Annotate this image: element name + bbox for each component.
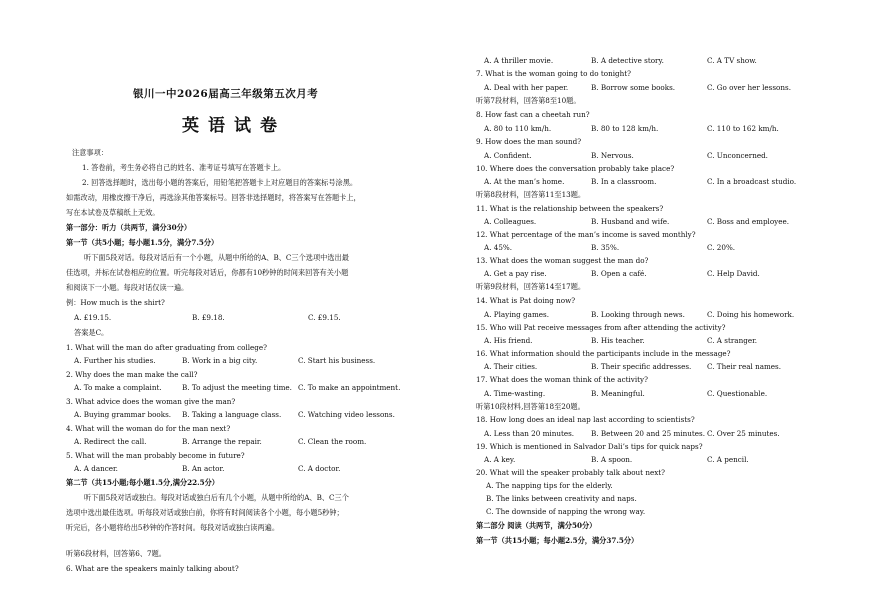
q3-option-b: B. Taking a language class. <box>182 410 282 419</box>
q9-option-b: B. Nervous. <box>591 151 634 160</box>
question-4: 4. What will the woman do for the man next? <box>66 424 231 433</box>
question-16: 16. What information should the participants include in the message? <box>476 349 731 358</box>
notice-2-cont: 如需改动，用橡皮擦干净后，再选涂其他答案标号。回答非选择题时，将答案写在答题卡上， <box>66 193 361 202</box>
material-9-heading: 听第9段材料，回答第14至17题。 <box>476 282 586 291</box>
q12-option-a: A. 45%. <box>484 243 513 252</box>
q15-option-c: C. A stranger. <box>707 336 757 345</box>
q3-option-c: C. Watching video lessons. <box>298 410 395 419</box>
question-9: 9. How does the man sound? <box>476 137 582 146</box>
question-14: 14. What is Pat doing now? <box>476 296 576 305</box>
question-1: 1. What will the man do after graduating from college? <box>66 343 268 352</box>
question-8: 8. How fast can a cheetah run? <box>476 110 590 119</box>
q11-option-a: A. Colleagues. <box>484 217 537 226</box>
q18-option-c: C. Over 25 minutes. <box>707 429 780 438</box>
q7-option-b: B. Borrow some books. <box>591 83 676 92</box>
section1-instructions-end: 和阅读下一小题。每段对话仅读一遍。 <box>66 283 189 292</box>
q16-option-b: B. Their specific addresses. <box>591 362 692 371</box>
question-19: 19. Which is mentioned in Salvador Dali’s tips for quick naps? <box>476 442 703 451</box>
subject-title: 英语试卷 <box>182 116 286 136</box>
section1-instructions: 听下面5段对话。每段对话后有一个小题，从题中所给的A、B、C三个选项中选出最 <box>84 253 349 262</box>
q5-option-a: A. A dancer. <box>74 464 118 473</box>
q20-option-c: C. The downside of napping the wrong way. <box>486 507 646 516</box>
example-option-a: A. £19.15. <box>74 313 112 322</box>
question-5: 5. What will the man probably become in future? <box>66 451 245 460</box>
q17-option-a: A. Time-wasting. <box>484 389 546 398</box>
q19-option-c: C. A pencil. <box>707 455 749 464</box>
q18-option-a: A. Less than 20 minutes. <box>484 429 575 438</box>
q9-option-c: C. Unconcerned. <box>707 151 768 160</box>
q14-option-a: A. Playing games. <box>484 310 549 319</box>
q12-option-c: C. 20%. <box>707 243 736 252</box>
notice-2: 2. 回答选择题时，选出每小题的答案后，用铅笔把答题卡上对应题目的答案标号涂黑。 <box>82 178 358 187</box>
material-8-heading: 听第8段材料，回答第11至13题。 <box>476 190 586 199</box>
q17-option-b: B. Meaningful. <box>591 389 645 398</box>
question-11: 11. What is the relationship between the speakers? <box>476 204 664 213</box>
question-15: 15. Who will Pat receive messages from after attending the activity? <box>476 323 726 332</box>
q8-option-c: C. 110 to 162 km/h. <box>707 124 779 133</box>
section2-instructions-cont: 选项中选出最佳选项。听每段对话或独白前，你将有时间阅读各个小题，每小题5秒钟； <box>66 508 344 517</box>
part1-heading: 第一部分：听力（共两节，满分30分） <box>66 223 192 232</box>
q1-option-b: B. Work in a big city. <box>182 356 258 365</box>
q5-option-b: B. An actor. <box>182 464 225 473</box>
example-answer: 答案是C。 <box>74 328 109 337</box>
example-question: 例：How much is the shirt? <box>66 298 165 307</box>
question-2: 2. Why does the man make the call? <box>66 370 198 379</box>
question-3: 3. What advice does the woman give the man? <box>66 397 236 406</box>
material-6-heading: 听第6段材料，回答第6、7题。 <box>66 549 166 558</box>
section2-instructions: 听下面5段对话或独白。每段对话或独白后有几个小题，从题中所给的A、B、C三个 <box>84 493 349 502</box>
q15-option-b: B. His teacher. <box>591 336 645 345</box>
section2-heading: 第二节（共15小题;每小题1.5分,满分22.5分） <box>66 478 219 487</box>
section1-instructions-cont: 佳选项，并标在试卷相应的位置。听完每段对话后，你都有10秒钟的时间来回答有关小题 <box>66 268 349 277</box>
q19-option-a: A. A key. <box>484 455 516 464</box>
q14-option-c: C. Doing his homework. <box>707 310 795 319</box>
q10-option-c: C. In a broadcast studio. <box>707 177 797 186</box>
question-13: 13. What does the woman suggest the man do? <box>476 256 649 265</box>
q12-option-b: B. 35%. <box>591 243 620 252</box>
part2-section1-heading: 第一节（共15小题；每小题2.5分，满分37.5分） <box>476 536 639 545</box>
section1-heading: 第一节（共5小题；每小题1.5分，满分7.5分） <box>66 238 219 247</box>
question-7: 7. What is the woman going to do tonight? <box>476 69 632 78</box>
q6-option-c: C. A TV show. <box>707 56 757 65</box>
question-20: 20. What will the speaker probably talk about next? <box>476 468 666 477</box>
q11-option-c: C. Boss and employee. <box>707 217 790 226</box>
q4-option-b: B. Arrange the repair. <box>182 437 262 446</box>
q2-option-b: B. To adjust the meeting time. <box>182 383 292 392</box>
material-10-heading: 听第10段材料,回答第18至20题。 <box>476 402 585 411</box>
example-option-b: B. £9.18. <box>192 313 225 322</box>
q11-option-b: B. Husband and wife. <box>591 217 670 226</box>
example-option-c: C. £9.15. <box>308 313 341 322</box>
q8-option-a: A. 80 to 110 km/h. <box>484 124 552 133</box>
q6-option-a: A. A thriller movie. <box>484 56 554 65</box>
part2-heading: 第二部分 阅读（共两节，满分50分） <box>476 521 597 530</box>
q20-option-a: A. The napping tips for the elderly. <box>486 481 613 490</box>
section2-instructions-end: 听完后，各小题将给出5秒钟的作答时间。每段对话或独白读两遍。 <box>66 523 280 532</box>
q20-option-b: B. The links between creativity and naps. <box>486 494 637 503</box>
question-17: 17. What does the woman think of the activity? <box>476 375 648 384</box>
q10-option-b: B. In a classroom. <box>591 177 657 186</box>
q7-option-a: A. Deal with her paper. <box>484 83 569 92</box>
question-6: 6. What are the speakers mainly talking about? <box>66 564 239 573</box>
q5-option-c: C. A doctor. <box>298 464 341 473</box>
q16-option-a: A. Their cities. <box>484 362 538 371</box>
q7-option-c: C. Go over her lessons. <box>707 83 791 92</box>
question-12: 12. What percentage of the man’s income is saved monthly? <box>476 230 696 239</box>
q10-option-a: A. At the man’s home. <box>484 177 565 186</box>
q13-option-b: B. Open a café. <box>591 269 647 278</box>
q4-option-c: C. Clean the room. <box>298 437 367 446</box>
q2-option-a: A. To make a complaint. <box>74 383 162 392</box>
material-7-heading: 听第7段材料，回答第8至10题。 <box>476 96 581 105</box>
q3-option-a: A. Buying grammar books. <box>74 410 172 419</box>
q9-option-a: A. Confident. <box>484 151 532 160</box>
q18-option-b: B. Between 20 and 25 minutes. <box>591 429 705 438</box>
q13-option-a: A. Get a pay rise. <box>484 269 547 278</box>
q6-option-b: B. A detective story. <box>591 56 664 65</box>
notice-heading: 注意事项： <box>72 148 108 157</box>
q2-option-c: C. To make an appointment. <box>298 383 401 392</box>
q4-option-a: A. Redirect the call. <box>74 437 147 446</box>
q13-option-c: C. Help David. <box>707 269 760 278</box>
notice-1: 1. 答卷前，考生务必将自己的姓名、准考证号填写在答题卡上。 <box>82 163 286 172</box>
question-10: 10. Where does the conversation probably take place? <box>476 164 675 173</box>
q16-option-c: C. Their real names. <box>707 362 782 371</box>
q15-option-a: A. His friend. <box>484 336 533 345</box>
question-18: 18. How long does an ideal nap last according to scientists? <box>476 415 695 424</box>
q19-option-b: B. A spoon. <box>591 455 633 464</box>
q8-option-b: B. 80 to 128 km/h. <box>591 124 659 133</box>
exam-title: 银川一中2026届高三年级第五次月考 <box>133 88 319 100</box>
q1-option-a: A. Further his studies. <box>74 356 156 365</box>
q17-option-c: C. Questionable. <box>707 389 768 398</box>
notice-2-end: 写在本试卷及草稿纸上无效。 <box>66 208 160 217</box>
q1-option-c: C. Start his business. <box>298 356 376 365</box>
q14-option-b: B. Looking through news. <box>591 310 685 319</box>
